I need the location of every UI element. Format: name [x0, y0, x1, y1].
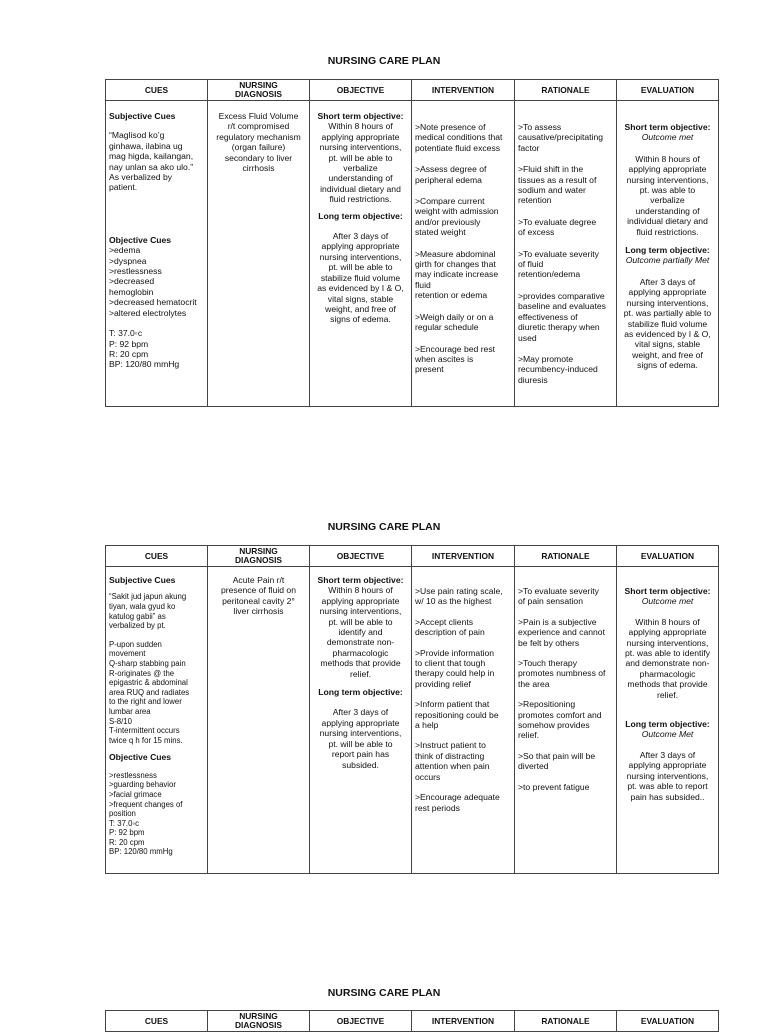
- intervention-item: >Use pain rating scale, w/ 10 as the highest: [415, 586, 503, 607]
- intervention-item: >Note presence of medical conditions that potentiate fluid excess: [415, 122, 503, 153]
- objective-text: >restlessness >guarding behavior >facial grimace >frequent changes of position: [109, 770, 183, 819]
- header-rationale: RATIONALE: [515, 1011, 617, 1032]
- intervention-cell: [412, 567, 515, 874]
- evaluation-cell: [617, 101, 719, 407]
- long-term-text: After 3 days of applying appropriate nursing interventions, pt. will be able to report pain has subsided.: [319, 707, 402, 770]
- objective-text: >edema >dyspnea >restlessness >decreased hemoglobin >decreased hematocrit >altered electrolytes: [109, 245, 197, 318]
- intervention-cell: [412, 101, 515, 407]
- rationale-item: >May promote recumbency-induced diuresis: [518, 353, 598, 385]
- eval-short-status: Outcome met: [641, 132, 694, 143]
- rationale-item: >To assess causative/precipitating factor: [518, 122, 604, 153]
- rationale-item: >provides comparative baseline and evaluates effectiveness of diuretic therapy when used: [518, 290, 606, 343]
- evaluation-cell: [617, 567, 719, 874]
- eval-long-heading: Long term objective:: [625, 245, 710, 256]
- intervention-item: >Provide information to client that tough therapy could help in providing relief: [415, 647, 495, 689]
- short-term-heading: Short term objective:: [317, 111, 404, 121]
- eval-long-text: After 3 days of applying appropriate nursing interventions, pt. was partially able to stabilize fluid volume as evidenced by I & O, vital signs, stable weight, and free of signs of edema.: [623, 276, 712, 371]
- objective-heading: Objective Cues: [109, 752, 172, 763]
- diagnosis-text: Excess Fluid Volume r/t compromised regulatory mechanism (organ failure) secondary to liver cirrhosis: [216, 111, 301, 174]
- intervention-item: >Accept clients description of pain: [415, 616, 485, 638]
- long-term-heading: Long term objective:: [318, 210, 403, 221]
- rationale-item: >To evaluate severity of pain sensation: [518, 586, 599, 607]
- subjective-text: “Sakit jud japun akung tiyan, wala gyud ko katulog gabii” as verbalized by pt.: [109, 592, 187, 631]
- header-rationale: RATIONALE: [515, 546, 617, 567]
- header-cues: CUES: [106, 546, 208, 567]
- eval-short-heading: Short term objective:: [624, 586, 711, 596]
- plan-title: NURSING CARE PLAN: [327, 521, 441, 533]
- plan-title: NURSING CARE PLAN: [327, 987, 441, 999]
- care-plan-table: [105, 1010, 719, 1032]
- header-cues: CUES: [106, 1011, 208, 1032]
- intervention-item: >Instruct patient to think of distracting attention when pain occurs: [415, 740, 490, 782]
- header-diagnosis: NURSING DIAGNOSIS: [208, 1011, 310, 1032]
- intervention-item: >Weigh daily or on a regular schedule: [415, 311, 494, 333]
- rationale-cell: [515, 567, 617, 874]
- objective-heading: Objective Cues: [109, 234, 172, 245]
- subjective-heading: Subjective Cues: [109, 575, 176, 585]
- header-objective: OBJECTIVE: [310, 80, 412, 101]
- rationale-item: >Touch therapy promotes numbness of the area: [518, 658, 606, 689]
- vital-signs: T: 37.0◦c P: 92 bpm R: 20 cpm BP: 120/80 mmHg: [109, 818, 173, 857]
- eval-short-status: Outcome met: [641, 596, 694, 607]
- eval-short-text: Within 8 hours of applying appropriate nursing interventions, pt. was able to verbalize understanding of individual dietary and fluid restrictions.: [626, 153, 709, 237]
- short-term-heading: Short term objective:: [317, 575, 404, 585]
- rationale-item: >To evaluate severity of fluid retention/edema: [518, 248, 599, 280]
- rationale-item: >Fluid shift in the tissues as a result of sodium and water retention: [518, 164, 597, 206]
- header-intervention: INTERVENTION: [412, 546, 515, 567]
- header-objective: OBJECTIVE: [310, 1011, 412, 1032]
- content-row: [106, 101, 719, 407]
- rationale-item: >Repositioning promotes comfort and somehow provides relief.: [518, 699, 602, 741]
- header-evaluation: EVALUATION: [617, 1011, 719, 1032]
- header-intervention: INTERVENTION: [412, 80, 515, 101]
- content-row: [106, 567, 719, 874]
- header-intervention: INTERVENTION: [412, 1011, 515, 1032]
- intervention-item: >Encourage adequate rest periods: [415, 792, 500, 813]
- rationale-item: >To evaluate degree of excess: [518, 216, 597, 238]
- header-evaluation: EVALUATION: [617, 80, 719, 101]
- care-plan-table: [105, 545, 719, 874]
- eval-short-heading: Short term objective:: [624, 122, 711, 132]
- pain-assessment: P-upon sudden movement Q-sharp stabbing pain R-originates @ the epigastric & abdominal area RUQ and radiates to the right and lower lumbar area S-8/10 T-intermittent occurs twice q h for 15 mins.: [109, 639, 190, 745]
- eval-long-status: Outcome partially Met: [625, 255, 710, 266]
- plan-title: NURSING CARE PLAN: [327, 55, 441, 67]
- eval-short-text: Within 8 hours of applying appropriate nursing interventions, pt. was able to identify and demonstrate non- pharmacologic methods that provide relief.: [624, 616, 711, 700]
- care-plan-table: [105, 79, 719, 407]
- vital-signs: T: 37.0◦c P: 92 bpm R: 20 cpm BP: 120/80 mmHg: [109, 328, 180, 370]
- long-term-heading: Long term objective:: [318, 687, 403, 698]
- header-evaluation: EVALUATION: [617, 546, 719, 567]
- diagnosis-text: Acute Pain r/t presence of fluid on peritoneal cavity 2° liver cirrhosis: [220, 575, 296, 617]
- cues-cell: [106, 101, 208, 407]
- header-diagnosis: NURSING DIAGNOSIS: [208, 546, 310, 567]
- rationale-cell: [515, 101, 617, 407]
- eval-long-text: After 3 days of applying appropriate nursing interventions, pt. was able to report pain has subsided..: [626, 749, 709, 802]
- intervention-item: >Assess degree of peripheral edema: [415, 164, 487, 185]
- objective-cell: [310, 101, 412, 407]
- eval-long-heading: Long term objective:: [625, 719, 710, 730]
- header-row: [106, 1011, 719, 1032]
- intervention-item: >Compare current weight with admission and/or previously stated weight: [415, 196, 499, 238]
- diagnosis-cell: [208, 101, 310, 407]
- header-cues: CUES: [106, 80, 208, 101]
- eval-long-status: Outcome Met: [641, 729, 694, 740]
- rationale-item: >So that pain will be diverted: [518, 750, 596, 772]
- header-rationale: RATIONALE: [515, 80, 617, 101]
- cues-cell: [106, 567, 208, 874]
- short-term-text: Within 8 hours of applying appropriate nursing interventions, pt. will be able to identify and demonstrate non- pharmacologic methods that provide relief.: [319, 585, 402, 679]
- intervention-item: >Encourage bed rest when ascites is present: [415, 343, 496, 375]
- header-row: [106, 80, 719, 101]
- intervention-item: >Inform patient that repositioning could be a help: [415, 699, 499, 731]
- short-term-text: Within 8 hours of applying appropriate nursing interventions, pt. will be able to verbalize understanding of individual dietary and fluid restrictions.: [319, 121, 402, 205]
- header-objective: OBJECTIVE: [310, 546, 412, 567]
- subjective-text: “Maglisod ko’g ginhawa, ilabina ug mag higda, kailangan, nay unlan sa ako ulo.” As verbalized by patient.: [109, 130, 194, 193]
- rationale-item: >to prevent fatigue: [518, 781, 590, 792]
- rationale-item: >Pain is a subjective experience and cannot be felt by others: [518, 616, 605, 648]
- header-row: [106, 546, 719, 567]
- subjective-heading: Subjective Cues: [109, 111, 176, 121]
- long-term-text: After 3 days of applying appropriate nursing interventions, pt. will be able to stabilize fluid volume as evidenced by I & O, vital signs, stable weight, and free of signs of edema.: [317, 231, 404, 325]
- intervention-item: >Measure abdominal girth for changes that may indicate increase fluid retention or edema: [415, 248, 499, 301]
- objective-cell: [310, 567, 412, 874]
- header-diagnosis: NURSING DIAGNOSIS: [208, 80, 310, 101]
- diagnosis-cell: [208, 567, 310, 874]
